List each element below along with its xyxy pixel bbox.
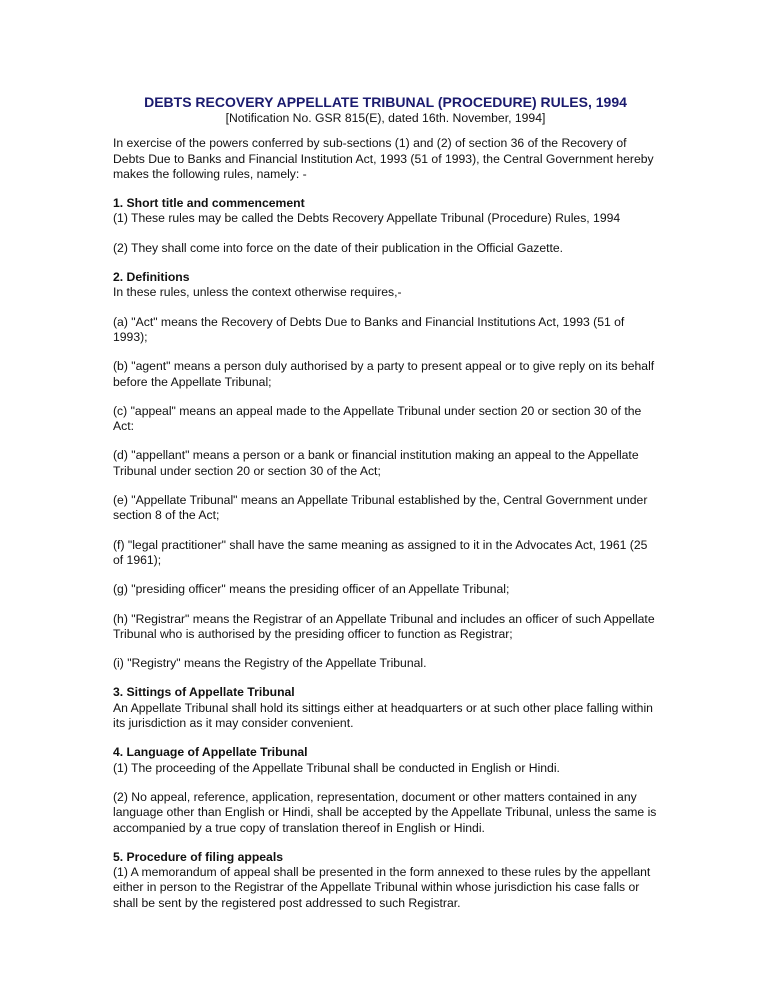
section-paragraph: (h) "Registrar" means the Registrar of an Appellate Tribunal and includes an officer of such Appellate Tribunal who is authorised by the presiding officer to function as Registrar; <box>113 611 655 641</box>
document-title: DEBTS RECOVERY APPELLATE TRIBUNAL (PROCEDURE) RULES, 1994 <box>144 94 627 110</box>
document-subtitle: [Notification No. GSR 815(E), dated 16th. November, 1994] <box>225 111 546 125</box>
section-paragraph: (e) "Appellate Tribunal" means an Appellate Tribunal established by the, Central Government under section 8 of the Act; <box>113 493 648 523</box>
section-body <box>113 285 658 671</box>
section-3 <box>113 685 658 731</box>
section-body <box>113 865 658 911</box>
section-paragraph: (2) No appeal, reference, application, representation, document or other matters contained in any language other than English or Hindi, shall be accepted by the Appellate Tribunal, unless the same is accompanied by a true copy of translation thereof in English or Hindi. <box>113 789 657 835</box>
section-body <box>113 211 658 256</box>
section-4 <box>113 745 658 835</box>
section-heading: 1. Short title and commencement <box>113 196 305 211</box>
section-body <box>113 761 658 836</box>
document-page <box>113 94 658 925</box>
preamble: In exercise of the powers conferred by sub-sections (1) and (2) of section 36 of the Recovery of Debts Due to Banks and Financial Institution Act, 1993 (51 of 1993), the Central Government hereby makes the following rules, namely: - <box>113 136 654 181</box>
section-heading: 4. Language of Appellate Tribunal <box>113 745 308 760</box>
section-paragraph: (d) "appellant" means a person or a bank or financial institution making an appeal to the Appellate Tribunal under section 20 or section 30 of the Act; <box>113 448 639 478</box>
section-paragraph: An Appellate Tribunal shall hold its sittings either at headquarters or at such other place falling within its jurisdiction as it may consider convenient. <box>113 700 653 731</box>
section-2 <box>113 270 658 671</box>
section-paragraph: In these rules, unless the context otherwise requires,- <box>113 285 402 300</box>
section-paragraph: (b) "agent" means a person duly authorised by a party to present appeal or to give reply on its behalf before the Appellate Tribunal; <box>113 359 655 389</box>
section-paragraph: (2) They shall come into force on the date of their publication in the Official Gazette. <box>113 240 564 255</box>
section-paragraph: (g) "presiding officer" means the presiding officer of an Appellate Tribunal; <box>113 582 510 597</box>
section-paragraph: (1) A memorandum of appeal shall be presented in the form annexed to these rules by the appellant either in person to the Registrar of the Appellate Tribunal within whose jurisdiction his case falls or shall be sent by the registered post addressed to such Registrar. <box>113 865 651 910</box>
section-body <box>113 701 658 732</box>
section-heading: 3. Sittings of Appellate Tribunal <box>113 685 295 700</box>
sections-container <box>113 196 658 911</box>
section-heading: 2. Definitions <box>113 270 190 285</box>
section-5 <box>113 850 658 911</box>
section-paragraph: (a) "Act" means the Recovery of Debts Due to Banks and Financial Institutions Act, 1993 (51 of 1993); <box>113 314 625 344</box>
section-paragraph: (1) These rules may be called the Debts Recovery Appellate Tribunal (Procedure) Rules, 1994 <box>113 211 621 226</box>
section-1 <box>113 196 658 256</box>
section-paragraph: (i) "Registry" means the Registry of the Appellate Tribunal. <box>113 656 427 671</box>
section-heading: 5. Procedure of filing appeals <box>113 849 283 864</box>
section-paragraph: (1) The proceeding of the Appellate Tribunal shall be conducted in English or Hindi. <box>113 760 560 775</box>
section-paragraph: (f) "legal practitioner" shall have the same meaning as assigned to it in the Advocates Act, 1961 (25 of 1961); <box>113 537 648 567</box>
section-paragraph: (c) "appeal" means an appeal made to the Appellate Tribunal under section 20 or section 30 of the Act: <box>113 403 642 434</box>
